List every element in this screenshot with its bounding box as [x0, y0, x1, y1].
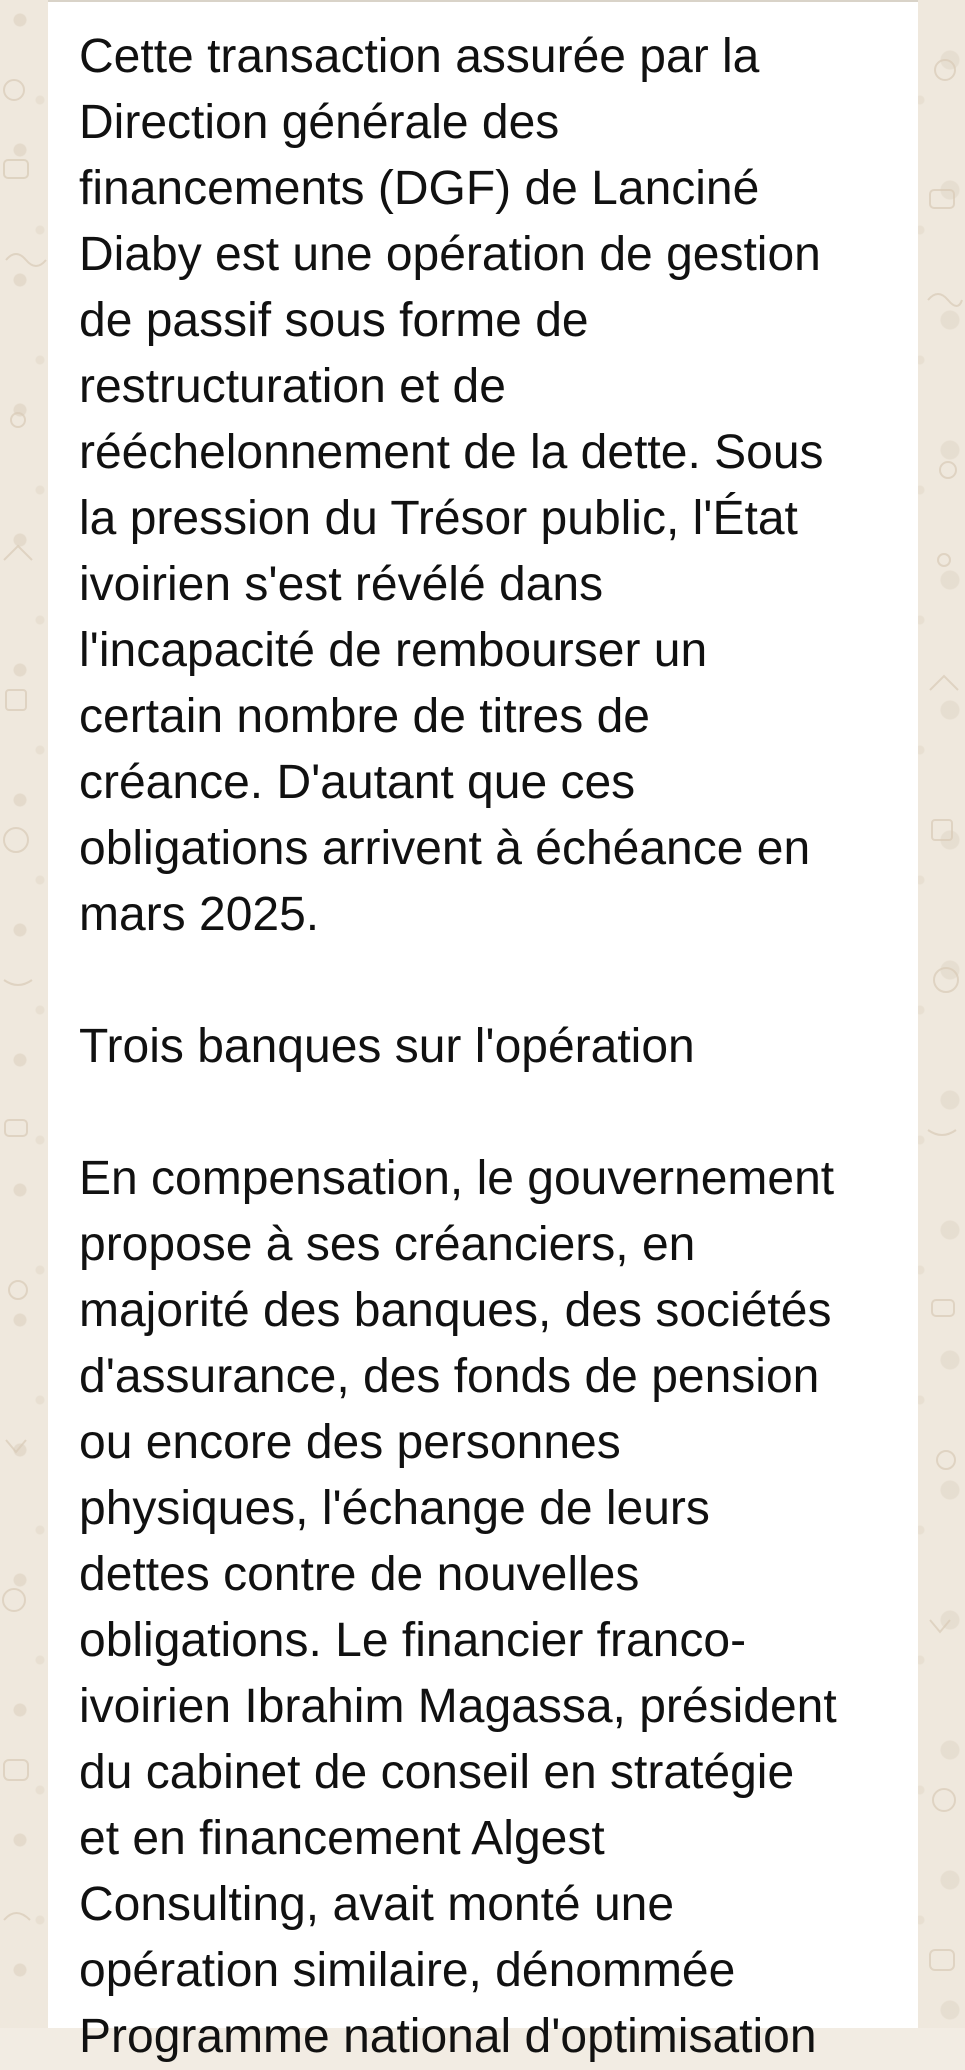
message-text: Cette transaction assurée par la Direction générale des financements (DGF) de Lanciné Diaby est une opération de gestion de passif sous forme de restructuration et de rééchelonnement de la dette. Sous la pression du Trésor public, l'État ivoirien s'est révélé dans l'incapacité de rembourser un certain nombre de titres de créance. D'autant que ces obligations arrivent à échéance en mars 2025. Trois banques sur l'opération En compensation, le gouvernement propose à ses créanciers, en majorité des banques, des sociétés d'assurance, des fonds de pension ou encore des personnes physiques, l'échange de leurs dettes contre de nouvelles obligations. Le financier franco- ivoirien Ibrahim Magassa, président du cabinet de conseil en stratégie et en financement Algest Consulting, avait monté une opération similaire, dénommée Programme national d'optimisation — [79, 30, 837, 2063]
message-bubble[interactable] — [48, 0, 918, 2063]
